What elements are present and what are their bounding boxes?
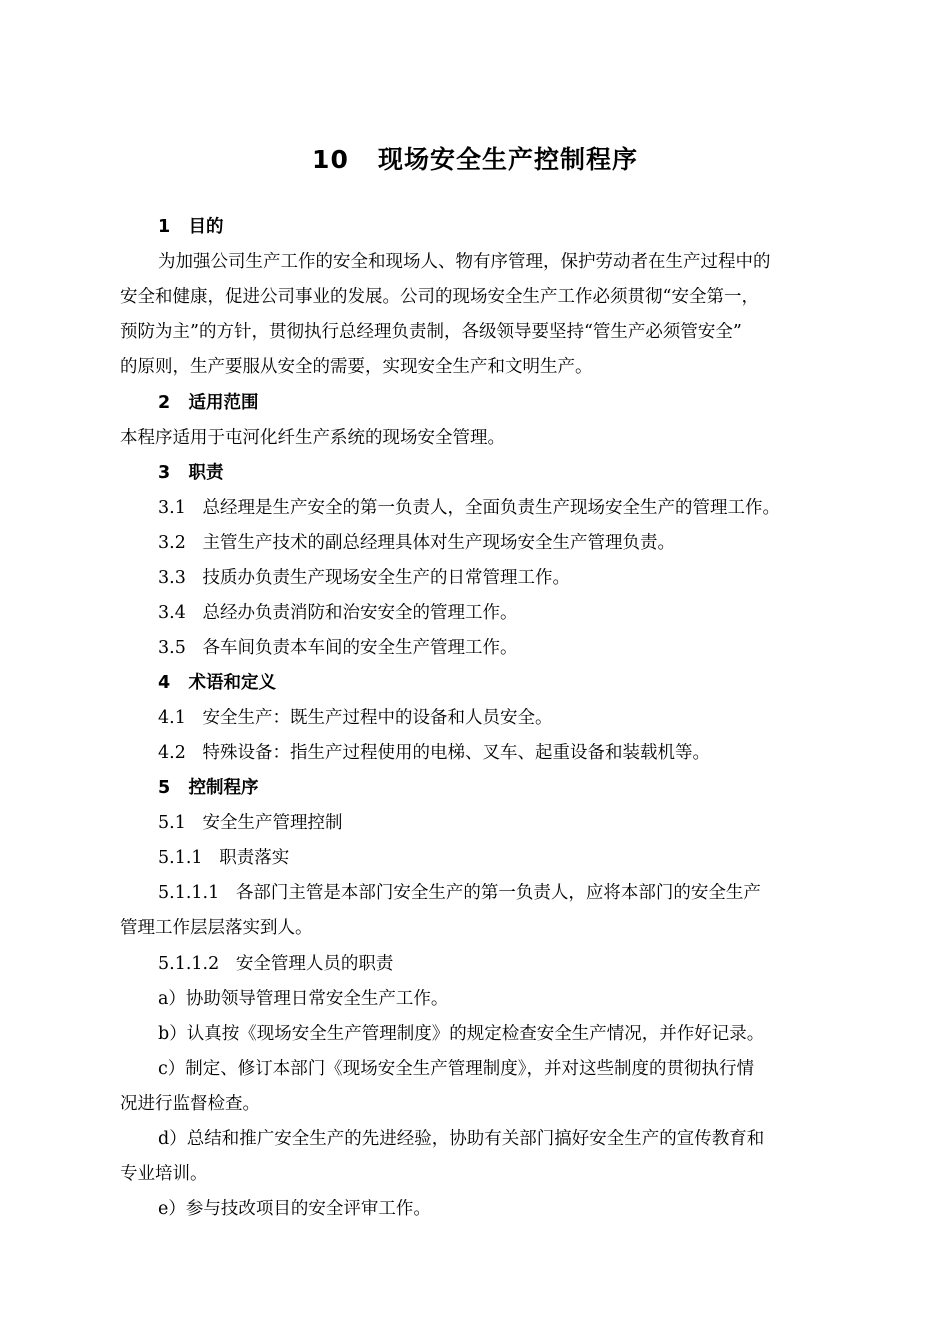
paragraph-line: 本程序适用于屯河化纤生产系统的现场安全管理。 — [120, 428, 505, 448]
clause-4-2: 4.2 特殊设备：指生产过程使用的电梯、叉车、起重设备和装载机等。 — [158, 743, 711, 763]
clause-3-3: 3.3 技质办负责生产现场安全生产的日常管理工作。 — [158, 568, 571, 588]
section-heading-terms: 4 术语和定义 — [158, 673, 276, 693]
section-heading-procedure: 5 控制程序 — [158, 778, 259, 798]
section-heading-responsibilities: 3 职责 — [158, 463, 224, 483]
paragraph-line: 管理工作层层落实到人。 — [120, 918, 313, 938]
clause-3-5: 3.5 各车间负责本车间的安全生产管理工作。 — [158, 638, 518, 658]
section-heading-scope: 2 适用范围 — [158, 393, 259, 413]
list-item-e: e）参与技改项目的安全评审工作。 — [158, 1199, 431, 1219]
clause-5-1: 5.1 安全生产管理控制 — [158, 813, 343, 833]
list-item-a: a）协助领导管理日常安全生产工作。 — [158, 989, 449, 1009]
paragraph-line: 专业培训。 — [120, 1164, 208, 1184]
clause-5-1-1-2: 5.1.1.2 安全管理人员的职责 — [158, 954, 394, 974]
paragraph-line: 为加强公司生产工作的安全和现场人、物有序管理，保护劳动者在生产过程中的 — [158, 252, 771, 272]
document-title: 10 现场安全生产控制程序 — [312, 145, 638, 174]
paragraph-line: 安全和健康，促进公司事业的发展。公司的现场安全生产工作必须贯彻“安全第一， — [120, 287, 759, 307]
clause-5-1-1: 5.1.1 职责落实 — [158, 848, 290, 868]
paragraph-line: 况进行监督检查。 — [120, 1094, 260, 1114]
paragraph-line: 预防为主”的方针，贯彻执行总经理负责制，各级领导要坚持“管生产必须管安全” — [120, 322, 742, 342]
list-item-c: c）制定、修订本部门《现场安全生产管理制度》，并对这些制度的贯彻执行情 — [158, 1059, 755, 1079]
section-heading-purpose: 1 目的 — [158, 217, 224, 237]
list-item-d: d）总结和推广安全生产的先进经验，协助有关部门搞好安全生产的宣传教育和 — [158, 1129, 765, 1149]
clause-3-1: 3.1 总经理是生产安全的第一负责人，全面负责生产现场安全生产的管理工作。 — [158, 498, 781, 518]
clause-4-1: 4.1 安全生产：既生产过程中的设备和人员安全。 — [158, 708, 553, 728]
paragraph-line: 的原则，生产要服从安全的需要，实现安全生产和文明生产。 — [120, 357, 593, 377]
clause-5-1-1-1: 5.1.1.1 各部门主管是本部门安全生产的第一负责人，应将本部门的安全生产 — [158, 883, 761, 903]
clause-3-2: 3.2 主管生产技术的副总经理具体对生产现场安全生产管理负责。 — [158, 533, 676, 553]
clause-3-4: 3.4 总经办负责消防和治安安全的管理工作。 — [158, 603, 518, 623]
list-item-b: b）认真按《现场安全生产管理制度》的规定检查安全生产情况，并作好记录。 — [158, 1024, 765, 1044]
